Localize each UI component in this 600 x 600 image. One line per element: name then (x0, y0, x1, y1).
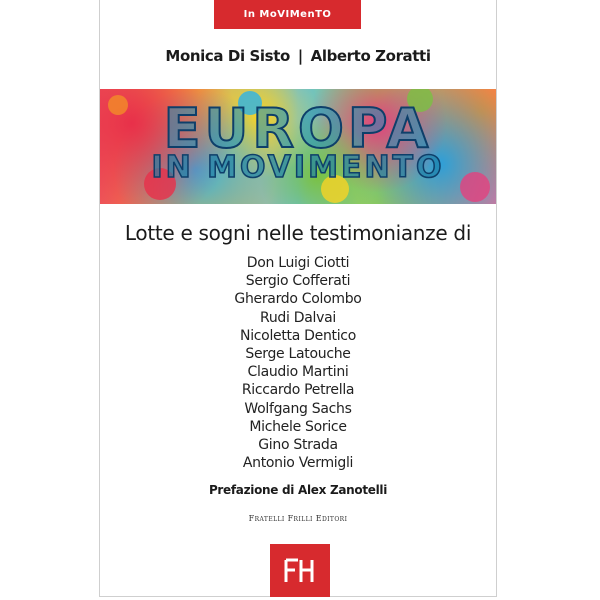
publisher-logo-icon (282, 556, 318, 586)
author-2: Alberto Zoratti (310, 47, 431, 65)
preface-credit: Prefazione di Alex Zanotelli (208, 483, 388, 497)
book-cover (99, 0, 497, 597)
contributor: Nicoletta Dentico (240, 327, 356, 344)
author-separator: | (297, 47, 303, 65)
contributor-list (100, 254, 496, 472)
author-1: Monica Di Sisto (165, 47, 290, 65)
subtitle: Lotte e sogni nelle testimonianze di (124, 221, 472, 245)
authors (100, 47, 496, 65)
contributor: Claudio Martini (247, 364, 349, 381)
contributor: Gino Strada (258, 437, 338, 454)
contributor: Riccardo Petrella (241, 382, 355, 399)
contributor: Wolfgang Sachs (244, 400, 352, 417)
series-label: In MoVIMenTO (214, 0, 361, 29)
contributor: Michele Sorice (249, 418, 347, 435)
title-graphic (100, 89, 496, 204)
title-banner (100, 89, 496, 204)
contributor: Antonio Vermigli (242, 455, 354, 472)
contributor: Rudi Dalvai (260, 309, 336, 326)
publisher-logo (270, 544, 330, 597)
contributor: Sergio Cofferati (245, 273, 351, 290)
contributor: Gherardo Colombo (234, 291, 362, 308)
title-line-1: EUROPA (163, 97, 433, 160)
contributor: Don Luigi Ciotti (246, 255, 350, 271)
title-line-2: IN MOVIMENTO (151, 150, 445, 185)
publisher-name: Fratelli Frilli Editori (248, 514, 348, 523)
contributor: Serge Latouche (245, 346, 351, 363)
